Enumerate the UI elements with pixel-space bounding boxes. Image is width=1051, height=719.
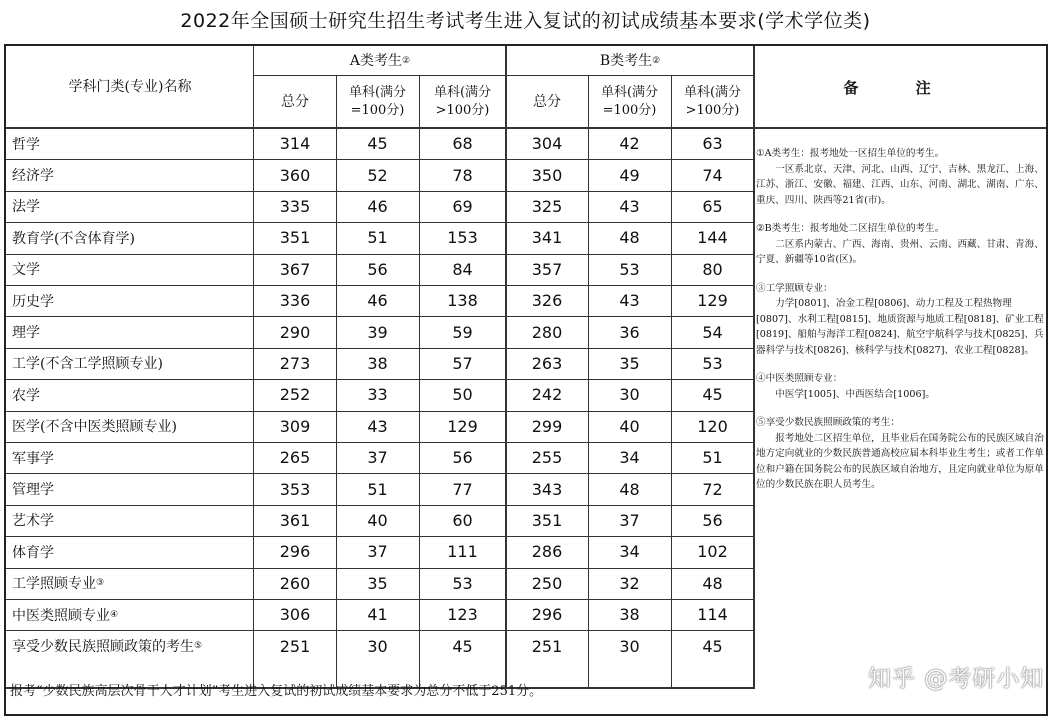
score-cell: 40 [619, 416, 640, 436]
score-cell: 144 [697, 228, 728, 248]
score-cell: 69 [452, 196, 473, 216]
score-cell: 250 [531, 573, 563, 593]
score-cell: 60 [452, 510, 473, 530]
subject-label: 中医类照顾专业 [12, 607, 110, 624]
note-heading: ①A类考生：报考地处一区招生单位的考生。 [756, 148, 945, 159]
score-cell: 120 [697, 416, 728, 436]
note-heading: ②B类考生：报考地处二区招生单位的考生。 [756, 223, 945, 234]
row-subject-name [6, 128, 254, 159]
header-subject-label: 学科门类(专业)名称 [68, 79, 192, 95]
score-cell: 357 [531, 259, 563, 279]
score-cell: 30 [619, 385, 640, 405]
watermark: 知乎 @考研小知 [868, 666, 1045, 692]
note-heading: ③工学照顾专业： [756, 282, 833, 294]
note-body: 一区系北京、天津、河北、山西、辽宁、吉林、黑龙江、上海、江苏、浙江、安徽、福建、江西、山东、河南、湖北、湖南、广东、重庆、四川、陕西等21省(市)。 [756, 163, 1044, 206]
score-cell: 45 [702, 385, 723, 405]
row-subject-name [6, 473, 254, 504]
score-cell: 343 [531, 479, 563, 499]
subject-label: 农学 [12, 387, 40, 404]
subject-label: 工学照顾专业 [12, 576, 96, 593]
subject-label: 医学(不含中医类照顾专业) [12, 419, 177, 436]
score-cell: 102 [697, 542, 728, 562]
score-cell: 367 [279, 259, 311, 279]
score-cell: 40 [367, 510, 388, 530]
score-cell: 111 [447, 542, 478, 562]
subject-label: 教育学(不含体育学) [12, 230, 135, 247]
note-paragraph [756, 146, 1046, 208]
note-heading: ⑤享受少数民族照顾政策的考生： [756, 417, 900, 428]
subject-label: 军事学 [12, 450, 54, 467]
header-group-b [506, 46, 754, 76]
header-a-single-100: 单科(满分 =100分) [348, 85, 407, 118]
row-subject-name [6, 222, 254, 253]
score-cell: 80 [702, 259, 723, 279]
subject-label: 工学(不含工学照顾专业) [12, 356, 163, 373]
note-body: 报考地处二区招生单位，且毕业后在国务院公布的民族区域自治地方定向就业的少数民族普通高校应届本科毕业生考生；或者工作单位和户籍在国务院公布的民族区域自治地方，且定向就业单位为原单位的少数民族在职人员考生。 [756, 432, 1044, 490]
header-remarks [754, 46, 1046, 128]
note-mark: ⑤ [194, 641, 203, 652]
score-cell: 251 [531, 636, 563, 656]
score-cell: 360 [279, 165, 311, 185]
score-cell: 68 [452, 134, 473, 154]
score-cell: 138 [447, 291, 478, 311]
footer-note: 报考“少数民族高层次骨干人才计划”考生进入复试的初试成绩基本要求为总分不低于251分。 [10, 684, 543, 699]
note-body: 二区系内蒙古、广西、海南、贵州、云南、西藏、甘肃、青海、宁夏、新疆等10省(区)。 [756, 238, 1044, 265]
score-cell: 36 [619, 322, 640, 342]
score-cell: 42 [619, 134, 640, 154]
grid-line [253, 46, 254, 688]
subject-label: 管理学 [12, 482, 54, 499]
score-cell: 37 [367, 542, 388, 562]
score-cell: 341 [531, 228, 563, 248]
score-cell: 49 [619, 165, 640, 185]
row-subject-name [6, 536, 254, 567]
score-cell: 56 [452, 448, 473, 468]
note-heading: ④中医类照顾专业： [756, 373, 843, 384]
row-subject-name [6, 568, 254, 599]
score-cell: 255 [531, 448, 563, 468]
score-cell: 37 [367, 448, 388, 468]
header-b-single-100: 单科(满分 =100分) [600, 85, 659, 118]
grid-line [6, 127, 1046, 129]
note-body: 中医学[1005]、中西医结合[1006]。 [775, 388, 935, 400]
score-cell: 53 [702, 353, 723, 373]
score-cell: 33 [367, 385, 388, 405]
row-subject-name [6, 348, 254, 379]
grid-line [588, 76, 589, 688]
score-cell: 51 [367, 228, 388, 248]
score-cell: 252 [279, 385, 311, 405]
score-cell: 361 [279, 510, 311, 530]
group-b-note-mark: ② [652, 56, 661, 66]
score-cell: 52 [367, 165, 388, 185]
score-cell: 45 [452, 636, 473, 656]
remarks-label: 备 注 [843, 78, 957, 97]
row-subject-name [6, 316, 254, 347]
subject-label: 法学 [12, 199, 40, 216]
score-cell: 43 [619, 196, 640, 216]
score-cell: 48 [702, 573, 723, 593]
row-subject-name [6, 254, 254, 285]
score-cell: 273 [279, 353, 311, 373]
header-b-single-gt100: 单科(满分 >100分) [683, 85, 742, 118]
row-subject-name [6, 379, 254, 410]
score-cell: 51 [702, 448, 723, 468]
score-cell: 78 [452, 165, 473, 185]
score-cell: 63 [702, 134, 723, 154]
subject-label: 艺术学 [12, 513, 54, 530]
score-cell: 35 [367, 573, 388, 593]
score-cell: 351 [531, 510, 563, 530]
grid-line [419, 76, 420, 688]
page-title: 2022年全国硕士研究生招生考试考生进入复试的初试成绩基本要求(学术学位类) [180, 10, 871, 32]
score-cell: 56 [702, 510, 723, 530]
row-subject-name [6, 630, 254, 661]
grid-line [753, 46, 755, 688]
score-cell: 45 [702, 636, 723, 656]
score-cell: 50 [452, 385, 473, 405]
score-cell: 59 [452, 322, 473, 342]
note-paragraph [756, 415, 1046, 493]
grid-line [254, 75, 754, 76]
note-mark: ③ [96, 578, 105, 589]
row-subject-name [6, 191, 254, 222]
score-cell: 351 [279, 228, 311, 248]
score-cell: 34 [619, 448, 640, 468]
row-subject-name [6, 411, 254, 442]
score-cell: 350 [531, 165, 563, 185]
header-b-total: 总分 [533, 94, 561, 110]
score-cell: 314 [279, 134, 311, 154]
score-cell: 77 [452, 479, 473, 499]
score-cell: 84 [452, 259, 473, 279]
score-cell: 129 [447, 416, 478, 436]
score-cell: 129 [697, 291, 728, 311]
score-cell: 290 [279, 322, 311, 342]
header-a-total: 总分 [281, 94, 309, 110]
score-cell: 260 [279, 573, 311, 593]
score-cell: 123 [447, 605, 478, 625]
score-cell: 56 [367, 259, 388, 279]
score-cell: 38 [619, 605, 640, 625]
score-cell: 299 [531, 416, 563, 436]
score-cell: 265 [279, 448, 311, 468]
header-group-a [254, 46, 506, 76]
score-cell: 286 [531, 542, 563, 562]
score-cell: 46 [367, 291, 388, 311]
score-cell: 335 [279, 196, 311, 216]
score-cell: 54 [702, 322, 723, 342]
score-cell: 325 [531, 196, 563, 216]
header-a-single-gt100: 单科(满分 >100分) [433, 85, 492, 118]
row-subject-name [6, 599, 254, 630]
subject-label: 体育学 [12, 544, 54, 561]
score-cell: 32 [619, 573, 640, 593]
score-cell: 57 [452, 353, 473, 373]
score-cell: 37 [619, 510, 640, 530]
score-cell: 46 [367, 196, 388, 216]
group-a-label: A类考生 [349, 53, 403, 69]
subject-label: 文学 [12, 262, 40, 279]
score-cell: 251 [279, 636, 311, 656]
score-cell: 153 [447, 228, 478, 248]
score-cell: 53 [619, 259, 640, 279]
header-subject [6, 46, 254, 128]
score-cell: 43 [619, 291, 640, 311]
row-subject-name [6, 505, 254, 536]
row-subject-name [6, 159, 254, 190]
row-subject-name [6, 442, 254, 473]
score-cell: 48 [619, 479, 640, 499]
subject-label: 理学 [12, 325, 40, 342]
grid-line [671, 76, 672, 688]
subject-label: 享受少数民族照顾政策的考生 [12, 639, 194, 656]
grid-line [505, 46, 507, 688]
note-mark: ④ [110, 609, 119, 620]
score-cell: 309 [279, 416, 311, 436]
subject-label: 哲学 [12, 136, 40, 153]
score-cell: 45 [367, 134, 388, 154]
score-cell: 30 [619, 636, 640, 656]
subject-label: 经济学 [12, 168, 54, 185]
score-cell: 30 [367, 636, 388, 656]
grid-line [336, 76, 337, 688]
score-cell: 280 [531, 322, 563, 342]
score-cell: 304 [531, 134, 563, 154]
note-paragraph [756, 371, 1046, 402]
group-b-label: B类考生 [599, 53, 653, 69]
score-cell: 51 [367, 479, 388, 499]
score-cell: 35 [619, 353, 640, 373]
score-cell: 41 [367, 605, 388, 625]
score-cell: 326 [531, 291, 563, 311]
note-paragraph [756, 221, 1046, 268]
score-cell: 74 [702, 165, 723, 185]
score-cell: 296 [531, 605, 563, 625]
score-cell: 296 [279, 542, 311, 562]
note-paragraph [756, 281, 1046, 359]
score-cell: 72 [702, 479, 723, 499]
score-cell: 53 [452, 573, 473, 593]
note-body: 力学[0801]、冶金工程[0806]、动力工程及工程热物理[0807]、水利工程[0815]、地质资源与地质工程[0818]、矿业工程[0819]、船舶与海洋工程[0824]、航空宇航科学与技术[0825]、兵器科学与技术[0826]、核科学与技术[0827]、农业工程[0828]。 [756, 298, 1044, 356]
row-subject-name [6, 285, 254, 316]
score-cell: 242 [531, 385, 563, 405]
score-cell: 114 [697, 605, 728, 625]
score-cell: 38 [367, 353, 388, 373]
score-cell: 43 [367, 416, 388, 436]
score-cell: 353 [279, 479, 311, 499]
score-cell: 39 [367, 322, 388, 342]
score-cell: 34 [619, 542, 640, 562]
score-cell: 263 [531, 353, 563, 373]
subject-label: 历史学 [12, 293, 54, 310]
score-cell: 65 [702, 196, 723, 216]
score-cell: 336 [279, 291, 311, 311]
score-cell: 306 [279, 605, 311, 625]
group-a-note-mark: ② [402, 56, 411, 66]
remarks-notes [756, 146, 1046, 506]
score-cell: 48 [619, 228, 640, 248]
